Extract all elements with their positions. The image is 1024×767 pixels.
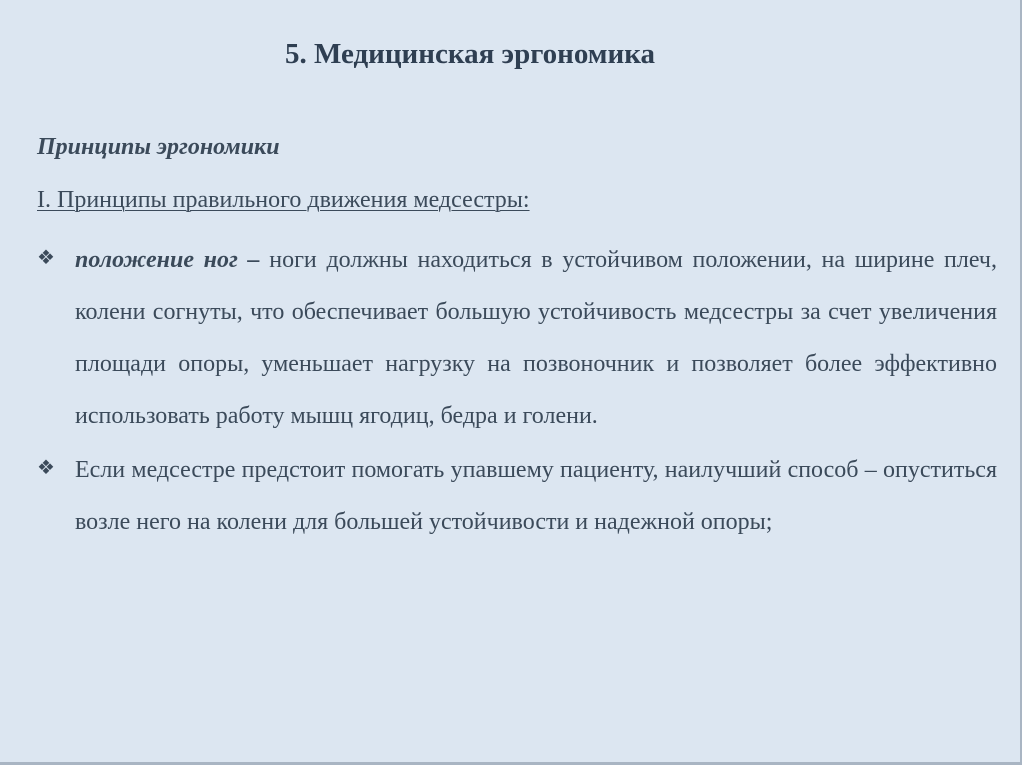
bullet-text: ноги должны находиться в устойчивом положении, на ширине плеч, колени согнуты, что обеспечивает большую устойчивость медсестры за счет увеличения площади опоры, уменьшает нагрузку на позвоночник и позволяет более эффективно использовать работу мышц ягодиц, бедра и голени.: [75, 247, 998, 429]
diamond-quad-bullet-icon: ❖: [37, 457, 55, 479]
bullet-lead: положение ног –: [75, 247, 260, 273]
list-item: [37, 444, 997, 548]
section-heading: I. Принципы правильного движения медсестры:: [37, 187, 530, 213]
bullet-text: Если медсестре предстоит помогать упавшему пациенту, наилучший способ – опуститься возле него на колени для большей устойчивости и надежной опоры;: [75, 457, 997, 535]
diamond-quad-bullet-icon: ❖: [37, 247, 55, 269]
page-title: 5. Медицинская эргономика: [284, 38, 656, 70]
list-item: [37, 234, 997, 442]
subtitle: Принципы эргономики: [37, 134, 280, 160]
bullet-list: [37, 234, 997, 550]
